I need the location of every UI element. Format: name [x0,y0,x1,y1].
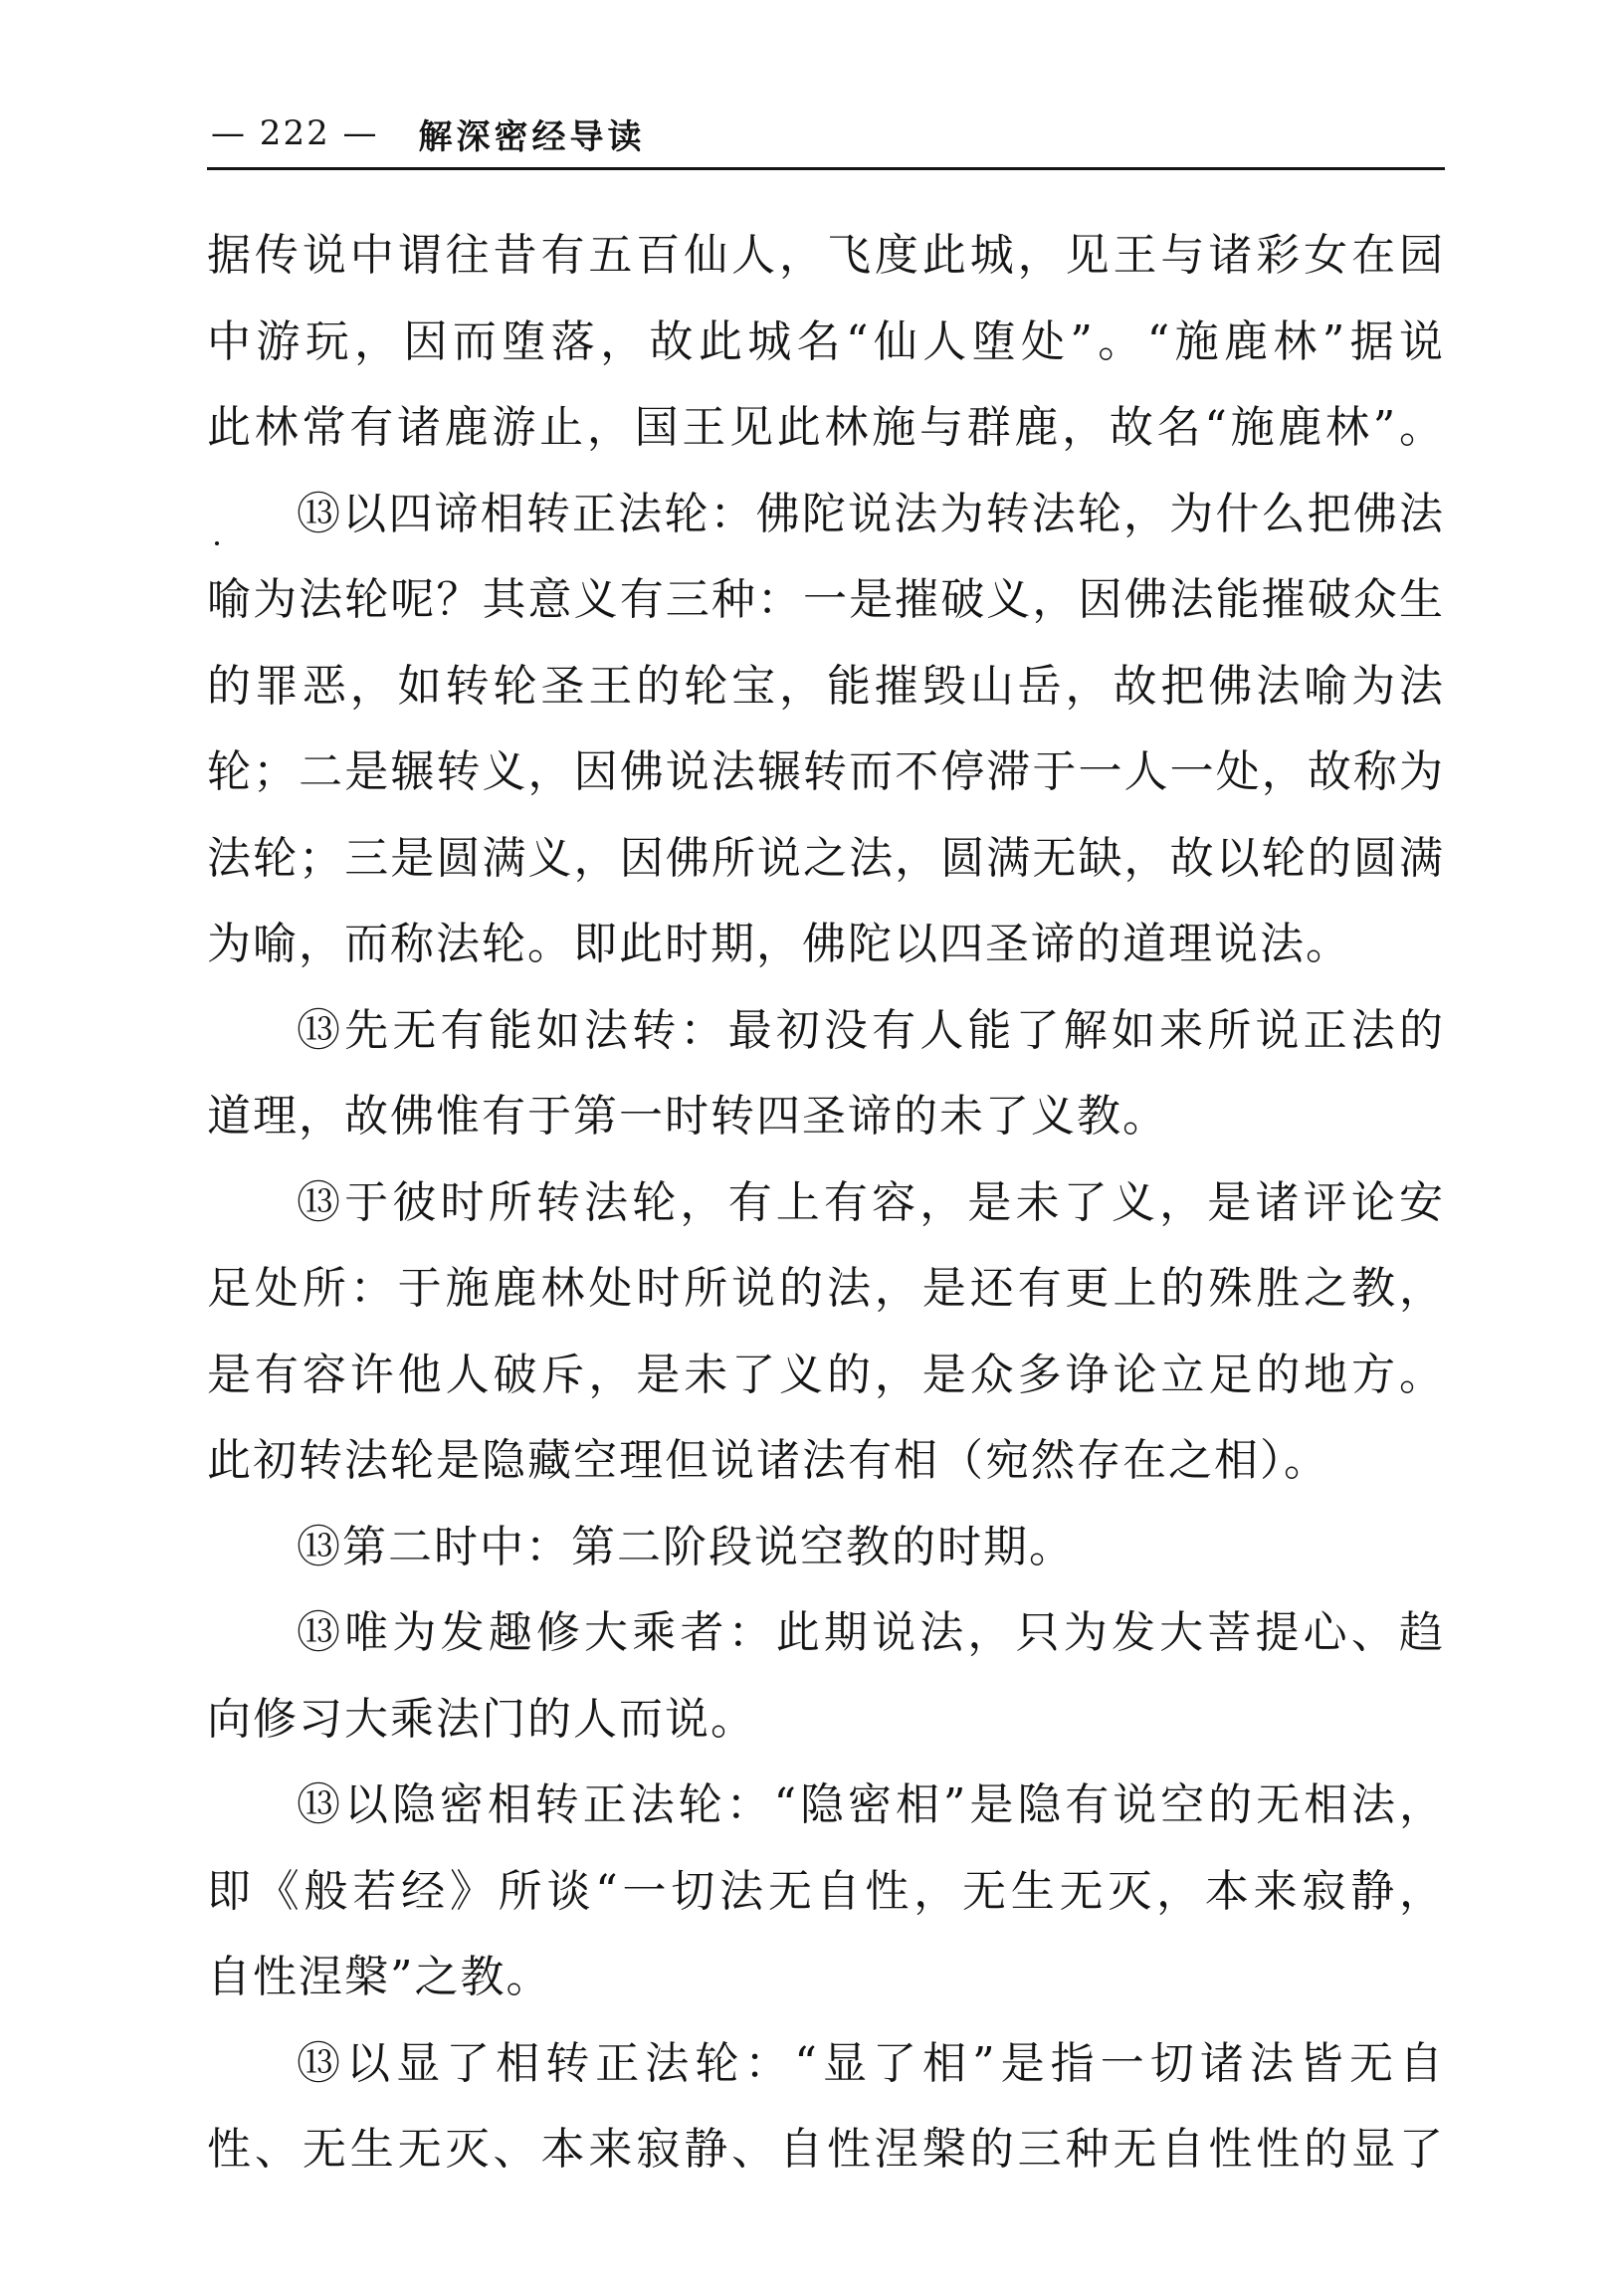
text-line: 的罪恶，如转轮圣王的轮宝，能摧毁山岳，故把佛法喻为法 [207,660,1445,712]
text-line: 足处所：于施鹿林处时所说的法，是还有更上的殊胜之教， [207,1263,1445,1314]
text-line: 中游玩，因而堕落，故此城名“仙人堕处”。“施鹿林”据说 [207,315,1445,367]
text-line: 法轮；三是圆满义，因佛所说之法，圆满无缺，故以轮的圆满 [207,832,1445,884]
text-line: 据传说中谓往昔有五百仙人，飞度此城，见王与诸彩女在园 [207,230,1445,281]
text-line: 此林常有诸鹿游止，国王见此林施与群鹿，故名“施鹿林”。 [207,402,1445,453]
text-line: 向修习大乘法门的人而说。 [207,1693,756,1745]
note-133: ⑬于彼时所转法轮，有上有容，是未了义，是诸评论安 [297,1176,1445,1228]
running-header [211,107,1445,159]
page-number: — 222 — [211,113,379,153]
text-line: 自性涅槃”之教。 [207,1952,552,2002]
text-line: 是有容许他人破斥，是未了义的，是众多诤论立足的地方。 [207,1349,1445,1400]
text-line: 性、无生无灭、本来寂静、自性涅槃的三种无自性性的显了 [207,2124,1445,2175]
text-line: 此初转法轮是隐藏空理但说诸法有相（宛然存在之相）。 [207,1435,1329,1486]
header-rule [207,167,1445,170]
note-135: ⑬唯为发趣修大乘者：此期说法，只为发大菩提心、趋 [297,1607,1445,1658]
text-line: 即《般若经》所谈“一切法无自性，无生无灭，本来寂静， [207,1865,1445,1917]
note-134: ⑬第二时中：第二阶段说空教的时期。 [297,1521,1075,1572]
text-line: 道理，故佛惟有于第一时转四圣谛的未了义教。 [207,1091,1168,1142]
note-137: ⑬以显了相转正法轮：“显了相”是指一切诸法皆无自 [297,2037,1445,2089]
book-title: 解深密经导读 [418,116,646,157]
text-line: 喻为法轮呢？其意义有三种：一是摧破义，因佛法能摧破众生 [207,574,1445,625]
text-line: 轮；二是辗转义，因佛说法辗转而不停滞于一人一处，故称为 [207,746,1445,797]
text-line: 为喻，而称法轮。即此时期，佛陀以四圣谛的道理说法。 [207,919,1351,969]
body-text [207,213,1445,2193]
note-136: ⑬以隐密相转正法轮：“隐密相”是隐有说空的无相法， [297,1779,1445,1830]
note-131: ⑬以四谛相转正法轮：佛陀说法为转法轮，为什么把佛法 [297,488,1445,539]
note-132: ⑬先无有能如法转：最初没有人能了解如来所说正法的 [297,1004,1445,1056]
